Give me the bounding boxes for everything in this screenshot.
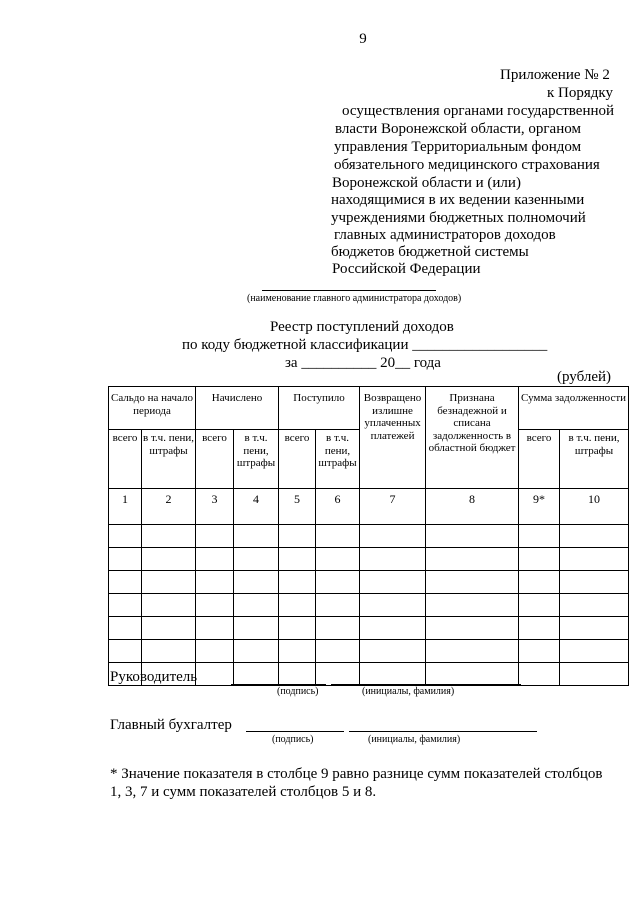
admin-name-line[interactable] (262, 290, 436, 291)
header-refunded: Возвращено излишне уплаченных платежей (360, 387, 426, 489)
table-cell[interactable] (560, 548, 629, 571)
appendix-line: власти Воронежской области, органом (335, 121, 581, 137)
column-number: 9* (519, 489, 560, 525)
appendix-line: Воронежской области и (или) (332, 175, 521, 191)
table-cell[interactable] (316, 548, 360, 571)
table-cell[interactable] (519, 571, 560, 594)
appendix-line: Российской Федерации (332, 261, 481, 277)
column-number: 3 (196, 489, 234, 525)
table-cell[interactable] (109, 594, 142, 617)
table-cell[interactable] (109, 617, 142, 640)
table-cell[interactable] (279, 548, 316, 571)
column-number-row (109, 489, 629, 525)
table-cell[interactable] (519, 594, 560, 617)
table-cell[interactable] (234, 640, 279, 663)
table-row (109, 640, 629, 663)
sub-header-total: всего (279, 430, 316, 489)
table-cell[interactable] (279, 617, 316, 640)
sub-header-penalties: в т.ч. пени, штрафы (316, 430, 360, 489)
table-cell[interactable] (196, 571, 234, 594)
table-cell[interactable] (316, 594, 360, 617)
table-cell[interactable] (196, 525, 234, 548)
accountant-name-line[interactable] (349, 731, 537, 732)
column-number: 2 (142, 489, 196, 525)
head-name-line[interactable] (331, 684, 521, 685)
table-cell[interactable] (519, 548, 560, 571)
table-cell[interactable] (560, 640, 629, 663)
page-number: 9 (359, 31, 367, 47)
header-accrued: Начислено (196, 387, 279, 430)
table-cell[interactable] (196, 594, 234, 617)
accountant-signature-line[interactable] (246, 731, 344, 732)
table-cell[interactable] (426, 640, 519, 663)
register-table (108, 386, 629, 686)
appendix-line: обязательного медицинского страхования (334, 157, 600, 173)
register-period-line: за __________ 20__ года (285, 355, 441, 371)
column-number: 5 (279, 489, 316, 525)
table-cell[interactable] (234, 571, 279, 594)
head-label: Руководитель (110, 669, 198, 685)
sub-header-total: всего (196, 430, 234, 489)
table-cell[interactable] (560, 571, 629, 594)
table-cell[interactable] (426, 571, 519, 594)
table-cell[interactable] (109, 640, 142, 663)
table-cell[interactable] (316, 617, 360, 640)
table-cell[interactable] (196, 640, 234, 663)
appendix-line: к Порядку (547, 85, 613, 101)
table-cell[interactable] (360, 571, 426, 594)
appendix-line: Приложение № 2 (500, 67, 610, 83)
head-signature-line[interactable] (231, 684, 326, 685)
table-cell[interactable] (426, 548, 519, 571)
table-cell[interactable] (560, 525, 629, 548)
table-cell[interactable] (279, 663, 316, 686)
header-written-off: Признана безнадежной и списана задолженность в областной бюджет (426, 387, 519, 489)
table-cell[interactable] (426, 525, 519, 548)
table-cell[interactable] (196, 548, 234, 571)
signature-caption: (подпись) (277, 686, 319, 697)
table-cell[interactable] (142, 525, 196, 548)
signature-caption: (подпись) (272, 734, 314, 745)
table-cell[interactable] (316, 663, 360, 686)
appendix-line: бюджетов бюджетной системы (331, 244, 529, 260)
table-cell[interactable] (279, 571, 316, 594)
appendix-line: находящимися в их ведении казенными (331, 192, 585, 208)
table-cell[interactable] (142, 617, 196, 640)
appendix-line: управления Территориальным фондом (334, 139, 582, 155)
header-opening-balance: Сальдо на начало периода (109, 387, 196, 430)
table-cell[interactable] (560, 617, 629, 640)
table-cell[interactable] (519, 640, 560, 663)
register-kbk-line: по коду бюджетной классификации __________________ (182, 337, 548, 353)
table-cell[interactable] (360, 548, 426, 571)
table-cell[interactable] (196, 617, 234, 640)
register-title: Реестр поступлений доходов (270, 319, 454, 335)
sub-header-total: всего (519, 430, 560, 489)
table-row (109, 525, 629, 548)
table-cell[interactable] (316, 640, 360, 663)
sub-header-total: всего (109, 430, 142, 489)
table-cell[interactable] (360, 594, 426, 617)
accountant-label: Главный бухгалтер (110, 717, 232, 733)
sub-header-penalties: в т.ч. пени, штрафы (142, 430, 196, 489)
table-cell[interactable] (360, 525, 426, 548)
header-received: Поступило (279, 387, 360, 430)
table-cell[interactable] (234, 594, 279, 617)
unit-label: (рублей) (557, 369, 612, 385)
table-cell[interactable] (109, 525, 142, 548)
column-number: 7 (360, 489, 426, 525)
column-number: 8 (426, 489, 519, 525)
table-cell[interactable] (426, 617, 519, 640)
table-cell[interactable] (279, 525, 316, 548)
appendix-line: осуществления органами государственной (342, 103, 615, 119)
table-cell[interactable] (519, 663, 560, 686)
table-row (109, 617, 629, 640)
table-row (109, 571, 629, 594)
table-cell[interactable] (360, 617, 426, 640)
table-cell[interactable] (426, 594, 519, 617)
table-cell[interactable] (142, 571, 196, 594)
column-number: 4 (234, 489, 279, 525)
appendix-line: главных администраторов доходов (334, 227, 556, 243)
table-cell[interactable] (279, 640, 316, 663)
name-caption: (инициалы, фамилия) (362, 686, 455, 697)
footnote-line: 1, 3, 7 и сумм показателей столбцов 5 и 8. (110, 784, 377, 800)
table-cell[interactable] (519, 617, 560, 640)
table-cell[interactable] (234, 617, 279, 640)
table-cell[interactable] (560, 594, 629, 617)
name-caption: (инициалы, фамилия) (368, 734, 461, 745)
column-number: 10 (560, 489, 629, 525)
table-cell[interactable] (519, 525, 560, 548)
table-cell[interactable] (109, 548, 142, 571)
table-cell[interactable] (196, 663, 234, 686)
appendix-line: учреждениями бюджетных полномочий (331, 210, 586, 226)
column-number: 6 (316, 489, 360, 525)
table-cell[interactable] (234, 548, 279, 571)
table-cell[interactable] (360, 640, 426, 663)
table-cell[interactable] (279, 594, 316, 617)
table-cell[interactable] (142, 640, 196, 663)
table-cell[interactable] (426, 663, 519, 686)
column-number: 1 (109, 489, 142, 525)
table-cell[interactable] (234, 525, 279, 548)
header-debt-amount: Сумма задолженности (519, 387, 629, 430)
table-cell[interactable] (560, 663, 629, 686)
table-cell[interactable] (234, 663, 279, 686)
table-row (109, 594, 629, 617)
table-cell[interactable] (109, 571, 142, 594)
table-cell[interactable] (316, 571, 360, 594)
table-cell[interactable] (142, 594, 196, 617)
group-header-row (109, 387, 629, 430)
table-cell[interactable] (316, 525, 360, 548)
footnote-line: * Значение показателя в столбце 9 равно разнице сумм показателей столбцов (110, 766, 603, 782)
admin-caption: (наименование главного администратора доходов) (247, 293, 462, 304)
table-cell[interactable] (142, 548, 196, 571)
table-cell[interactable] (360, 663, 426, 686)
sub-header-penalties: в т.ч. пени, штрафы (234, 430, 279, 489)
table-row (109, 548, 629, 571)
sub-header-penalties: в т.ч. пени, штрафы (560, 430, 629, 489)
